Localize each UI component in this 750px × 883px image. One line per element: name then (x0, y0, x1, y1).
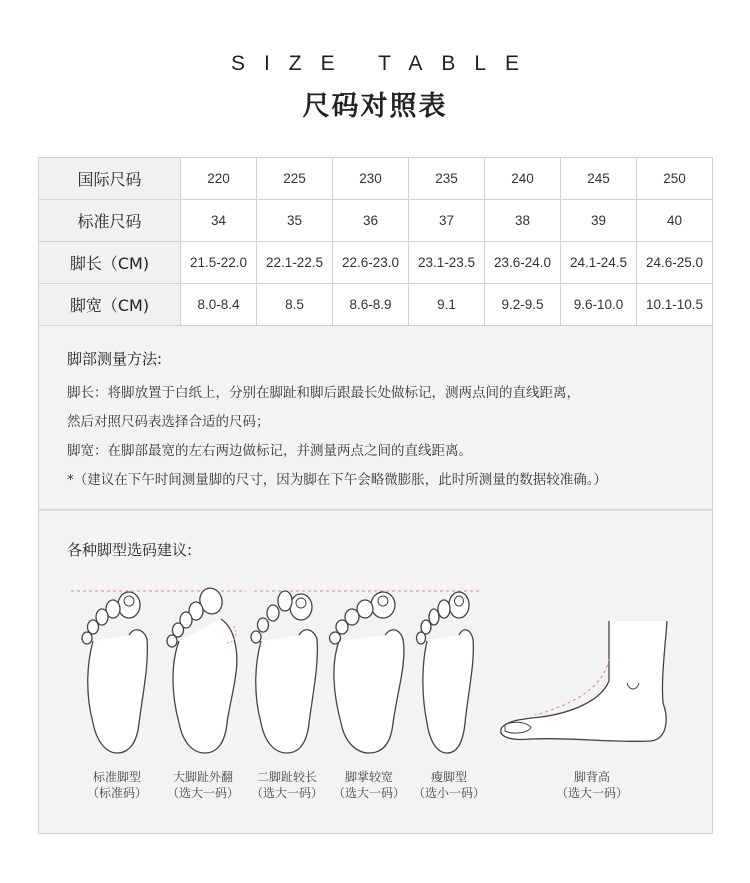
table-cell: 34 (181, 200, 257, 242)
title-english: SIZE TABLE (230, 52, 539, 75)
table-cell: 240 (485, 158, 561, 200)
table-cell: 40 (637, 200, 713, 242)
table-cell: 22.6-23.0 (333, 242, 409, 284)
table-cell: 23.1-23.5 (409, 242, 485, 284)
table-cell: 9.2-9.5 (485, 284, 561, 326)
row-label: 脚长（CM) (39, 242, 181, 284)
table-cell: 245 (561, 158, 637, 200)
long-second-toe-foot-icon (247, 583, 327, 755)
table-cell: 35 (257, 200, 333, 242)
table-cell: 38 (485, 200, 561, 242)
measure-line-note: *（建议在下午时间测量脚的尺寸，因为脚在下午会略微膨胀，此时所测量的数据较准确。） (67, 472, 607, 488)
table-cell: 225 (257, 158, 333, 200)
row-label: 脚宽（CM) (39, 284, 181, 326)
foot-label-long-second-toe: 二脚趾较长 （选大一码） (250, 770, 323, 800)
row-standard-size (39, 200, 713, 242)
table-cell: 23.6-24.0 (485, 242, 561, 284)
measure-line-length-cont: 然后对照尺码表选择合适的尺码； (67, 414, 270, 430)
table-cell: 10.1-10.5 (637, 284, 713, 326)
row-label: 国际尺码 (39, 158, 181, 200)
table-cell: 24.1-24.5 (561, 242, 637, 284)
title-chinese: 尺码对照表 (302, 91, 448, 122)
standard-foot-icon (79, 583, 155, 755)
high-instep-foot-icon (491, 619, 673, 749)
table-cell: 24.6-25.0 (637, 242, 713, 284)
table-cell: 21.5-22.0 (181, 242, 257, 284)
row-label: 标准尺码 (39, 200, 181, 242)
foot-label-high-instep: 脚背高 （选大一码） (555, 770, 628, 800)
foot-types-title: 各种脚型选码建议: (67, 541, 193, 559)
size-table (38, 157, 713, 326)
bunion-foot-icon (163, 583, 245, 755)
table-cell: 9.6-10.0 (561, 284, 637, 326)
table-cell: 230 (333, 158, 409, 200)
table-cell: 220 (181, 158, 257, 200)
measure-section (38, 326, 713, 510)
foot-label-slim: 瘦脚型 （选小一码） (412, 770, 485, 800)
table-cell: 36 (333, 200, 409, 242)
table-cell: 22.1-22.5 (257, 242, 333, 284)
table-cell: 8.0-8.4 (181, 284, 257, 326)
table-cell: 9.1 (409, 284, 485, 326)
table-cell: 8.5 (257, 284, 333, 326)
row-foot-length (39, 242, 713, 284)
measure-line-length: 脚长：将脚放置于白纸上，分别在脚趾和脚后跟最长处做标记，测两点间的直线距离， (67, 385, 580, 401)
table-cell: 39 (561, 200, 637, 242)
row-international-size (39, 158, 713, 200)
row-foot-width (39, 284, 713, 326)
measure-line-width: 脚宽：在脚部最宽的左右两边做标记，并测量两点之间的直线距离。 (67, 443, 472, 459)
table-cell: 8.6-8.9 (333, 284, 409, 326)
measure-title: 脚部测量方法: (67, 350, 163, 368)
foot-label-bunion: 大脚趾外翻 （选大一码） (166, 770, 239, 800)
foot-label-wide: 脚掌较宽 （选大一码） (332, 770, 405, 800)
wide-foot-icon (327, 583, 411, 755)
table-cell: 37 (409, 200, 485, 242)
table-cell: 235 (409, 158, 485, 200)
slim-foot-icon (413, 583, 483, 755)
table-cell: 250 (637, 158, 713, 200)
foot-label-standard: 标准脚型 （标准码） (86, 770, 147, 800)
foot-types-section (38, 510, 713, 834)
